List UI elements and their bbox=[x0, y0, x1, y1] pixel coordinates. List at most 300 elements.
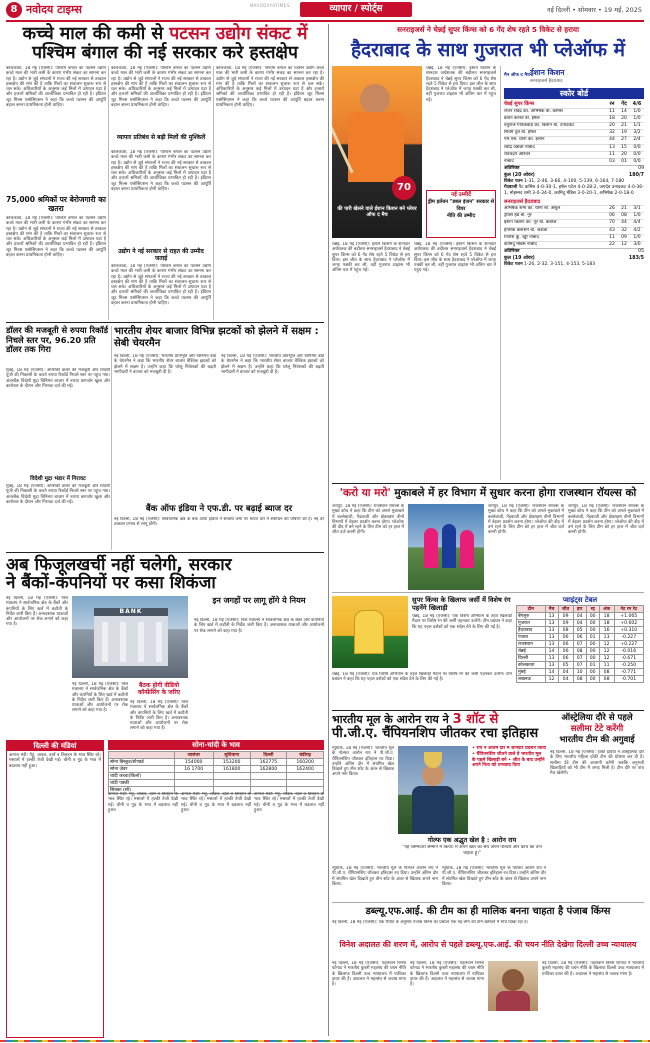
sb-balls: 19 bbox=[621, 130, 627, 136]
points-cell: -0.671 bbox=[614, 655, 644, 662]
rupee-body: मुंबई, 18 मई (एजेंसी): अमरीकी डॉलर की मजबूती और विदेशी पूंजी की निकासी के चलते रुपया रिकॉर्ड निचले स्तर पर पहुंच गया। अंतरबैंक विदेशी मुद्रा विनिमय बाजार में रुपया कमजोर खुला और कारोबार के दौरान और गिरावट दर्ज की गई। bbox=[6, 368, 110, 389]
jute-body-col3: कोलकाता, 18 मई (एजेंसी): पश्चिम बंगाल का पटसन उद्योग कच्चे माल की भारी कमी के कारण गंभीर संकट का सामना कर रहा है। उद्योग से जुड़े संगठनों ने राज्य की नई सरकार से तत्काल हस्तक्षेप की मांग की है ताकि मिलों का संचालन सुचारू रूप से चल सके। अधिकारियों के अनुसार कई मिलों में उत्पादन घटा है और हजारों श्रमिकों की आजीविका प्रभावित हो रही है। इंडियन जूट मिल्स एसोसिएशन ने कहा कि कच्चे पटसन की आपूर्ति बहाल करना प्राथमिकता होनी चाहिए। bbox=[216, 66, 324, 109]
mandi-body: अनाज मंडी: गेहूं, चावल, दालें व तिलहन के भाव स्थिर रहे। मसालों में हल्की तेजी देखी गई। चीनी व गुड़ के भाव में बदलाव नहीं हुआ। bbox=[9, 753, 101, 769]
rr-headline-red: 'करो या मरो' bbox=[339, 487, 391, 499]
sb-runs: 32 bbox=[609, 130, 615, 136]
newspaper-logo: नवोदय टाइम्स bbox=[26, 3, 82, 16]
sb-balls: 21 bbox=[621, 122, 627, 128]
sb-batter: एम.एस. धोनी का. ईशान bbox=[504, 137, 545, 143]
points-cell: -0.016 bbox=[614, 648, 644, 655]
points-head: मैच bbox=[545, 606, 558, 613]
sb-batter: अभिषेक शर्मा का. धोनी बो. अंशुल bbox=[504, 206, 561, 212]
jute-headline-2: पश्चिम बंगाल की नई सरकार करे हस्तक्षेप bbox=[32, 42, 298, 63]
jute-headline-1: कच्चे माल की कमी से bbox=[22, 24, 164, 44]
section-label: व्यापार / स्पोर्ट्स bbox=[300, 2, 412, 17]
sb-runs: 43 bbox=[609, 227, 615, 233]
sb-runs: 06 bbox=[609, 213, 615, 219]
sb-fours-sixes: 3/2 bbox=[633, 130, 641, 136]
ipl-callout bbox=[426, 190, 496, 238]
scoreboard-team-2: सनराइजर्स हैदराबाद bbox=[504, 198, 541, 205]
golf-trophy-photo bbox=[398, 746, 468, 834]
rupee-headline: डॉलर की मजबूती से रुपया रिकॉर्ड निचले स्तर पर, 96.20 प्रति डॉलर तक गिरा bbox=[6, 325, 109, 354]
bullion-cell: चांदी कच्चा(किलो) bbox=[109, 773, 175, 780]
bullion-head bbox=[109, 752, 175, 759]
points-row bbox=[517, 648, 644, 655]
rr-headline bbox=[332, 487, 644, 500]
points-table-box bbox=[516, 596, 644, 708]
points-cell: 12 bbox=[545, 676, 558, 683]
sb-balls: 44 bbox=[621, 220, 627, 226]
sb-fours-sixes: 1/1 bbox=[633, 122, 641, 128]
points-row bbox=[517, 613, 644, 620]
points-cell: कोलकाता bbox=[517, 662, 546, 669]
sb-runs: 26 bbox=[609, 206, 615, 212]
points-head: नेट रन रेट bbox=[614, 606, 644, 613]
banks-headline bbox=[6, 556, 324, 593]
points-cell: पंजाब bbox=[517, 634, 546, 641]
ipl-headline: हैदराबाद के साथ गुजरात भी प्लेऑफ में bbox=[350, 39, 626, 61]
points-cell: 18 bbox=[599, 620, 614, 627]
sb-fours-sixes: 0/0 bbox=[633, 144, 641, 150]
bullion-cell: चांदी पक्की bbox=[109, 780, 175, 787]
golf-headline-1: भारतीय मूल के आरोन राय ने bbox=[332, 713, 449, 726]
sb-runs: 22 bbox=[609, 242, 615, 248]
points-cell: 00 bbox=[586, 669, 599, 676]
points-cell: 00 bbox=[586, 655, 599, 662]
points-cell: 14 bbox=[545, 669, 558, 676]
points-cell: -0.250 bbox=[614, 662, 644, 669]
sb-batter: कामिंदु मेंडिस नाबाद bbox=[504, 242, 537, 248]
points-cell: 13 bbox=[599, 634, 614, 641]
scoreboard-row bbox=[504, 219, 644, 226]
bullion-header-row bbox=[109, 752, 324, 759]
points-row bbox=[517, 655, 644, 662]
sb-runs: 20 bbox=[609, 122, 615, 128]
points-row bbox=[517, 676, 644, 683]
bullion-box bbox=[108, 740, 324, 1038]
points-row bbox=[517, 634, 644, 641]
points-header-row bbox=[517, 606, 644, 613]
sb-fours-sixes: 0/0 bbox=[633, 151, 641, 157]
points-cell: 12 bbox=[599, 641, 614, 648]
points-cell: गुजरात bbox=[517, 620, 546, 627]
jute-subhead-1: 75,000 श्रमिकों पर बेरोजगारी का खतरा bbox=[6, 195, 106, 213]
mandi-box bbox=[6, 740, 104, 1038]
jute-body-col2: कोलकाता, 18 मई (एजेंसी): पश्चिम बंगाल का पटसन उद्योग कच्चे माल की भारी कमी के कारण गंभीर संकट का सामना कर रहा है। उद्योग से जुड़े संगठनों ने राज्य की नई सरकार से तत्काल हस्तक्षेप की मांग की है ताकि मिलों का संचालन सुचारू रूप से चल सके। अधिकारियों के अनुसार कई मिलों में उत्पादन घटा है और हजारों श्रमिकों की आजीविका प्रभावित हो रही है। इंडियन जूट मिल्स एसोसिएशन ने कहा कि कच्चे पटसन की आपूर्ति बहाल करना प्राथमिकता होनी चाहिए। bbox=[111, 66, 211, 109]
points-cell: 05 bbox=[558, 662, 573, 669]
points-cell: 09 bbox=[558, 613, 573, 620]
jute-subhead-3: उद्योग ने नई सरकार से राहत की उम्मीद जताई bbox=[118, 248, 204, 262]
mom-label: मैन ऑफ द मैच bbox=[504, 73, 530, 79]
golf-headline bbox=[332, 713, 546, 742]
sb-fours-sixes: 0/0 bbox=[633, 158, 641, 164]
australia-headline-3: भारतीय टीम की अगुवाई bbox=[559, 735, 635, 745]
rupee-body-b: मुंबई, 18 मई (एजेंसी): अमरीकी डॉलर की मजबूती और विदेशी पूंजी की निकासी के चलते रुपया रिकॉर्ड निचले स्तर पर पहुंच गया। अंतरबैंक विदेशी मुद्रा विनिमय बाजार में रुपया कमजोर खुला और कारोबार के दौरान और गिरावट दर्ज की गई। bbox=[6, 484, 110, 505]
banks-headline-2: ने बैंकों-कंपनियों पर कसा शिकंजा bbox=[6, 573, 216, 594]
points-cell: +0.602 bbox=[614, 620, 644, 627]
banks-kicker: इन जगहों पर लागू होंगे ये नियम bbox=[212, 596, 306, 605]
points-row bbox=[517, 627, 644, 634]
sb-balls: 20 bbox=[621, 115, 627, 121]
points-cell: 13 bbox=[545, 655, 558, 662]
sb-bowling-text: पैट कमिंस 4-0-30-1, हर्षल पटेल 4-0-28-2, जयदेव उनादकट 4-0-36-1, मोहम्मद शमी 3-0-34-0, कामिंदु मेंडिस 3-0-20-1, अभिषेक 2-0-18-0 bbox=[504, 184, 644, 196]
bullion-head: चंडीगढ़ bbox=[287, 752, 324, 759]
points-cell: 13 bbox=[545, 662, 558, 669]
points-cell: चेन्नई bbox=[517, 648, 546, 655]
scoreboard-team-1: चेन्नई सुपर किंग्स bbox=[504, 101, 535, 107]
points-cell: 04 bbox=[573, 613, 586, 620]
court-headline: विनेश अदालत की शरण में, आरोप से पहले डब्ल्यू.एफ.आई. की चयन नीति देखेगा दिल्ली उच्च न्यायालय bbox=[339, 940, 637, 949]
points-cell: 05 bbox=[573, 627, 586, 634]
bullion-cell: 161800 bbox=[213, 766, 250, 773]
points-cell: 04 bbox=[558, 676, 573, 683]
bullion-cell: 153200 bbox=[213, 759, 250, 766]
sb-fours-sixes: 4/2 bbox=[633, 227, 641, 233]
points-cell: 08 bbox=[573, 648, 586, 655]
ipl-player-photo bbox=[332, 66, 422, 238]
points-cell: -0.227 bbox=[614, 634, 644, 641]
sb-batter: रविचंद्रन अश्विन bbox=[504, 151, 531, 157]
sb-balls: 32 bbox=[621, 227, 627, 233]
points-cell: 07 bbox=[573, 655, 586, 662]
bullion-row bbox=[109, 766, 324, 773]
boi-body: नई दिल्ली, 18 मई (एजेंसी): सार्वजनिक क्षेत्र के बैंक ऑफ इंडिया ने सावधि जमा पर ब्याज दरों में संशोधन की घोषणा की है। नई दरें तत्काल प्रभाव से लागू होंगी। bbox=[114, 517, 324, 528]
points-cell: 01 bbox=[586, 634, 599, 641]
sb-batter: ट्रेविस हेड बो. नूर bbox=[504, 213, 532, 219]
ipl-callout-title: नई उम्मीदें bbox=[451, 192, 471, 198]
rupee-subhead: विदेशी मुद्रा भंडार में गिरावट bbox=[30, 476, 86, 482]
bullion-cell bbox=[174, 780, 213, 787]
bullion-cell: 160200 bbox=[287, 759, 324, 766]
points-cell: 04 bbox=[558, 669, 573, 676]
bullion-cell: 16 1700 bbox=[174, 766, 213, 773]
sebi-body-2: नई दिल्ली, 18 मई (एजेंसी): भारतीय प्रतिभूति और विनिमय बोर्ड के चेयरमैन ने कहा कि भारतीय शेयर बाजार वैश्विक झटकों को झेलने में सक्षम है। उन्होंने कहा कि घरेलू निवेशकों की बढ़ती भागीदारी ने बाजार को मजबूती दी है। bbox=[221, 354, 324, 375]
bullion-title: सोना-चांदी के भाव bbox=[108, 740, 324, 750]
scoreboard-col-runs: रन bbox=[609, 101, 615, 107]
bullion-head: जालंधर bbox=[174, 752, 213, 759]
bullion-cell: 154000 bbox=[174, 759, 213, 766]
golf-body-1: न्यूयॉर्क, 18 मई (एजेंसी): भारतीय मूल के गोल्फर आरोन राय ने पी.जी.ए. चैंपियनशिप जीतकर इतिहास रच दिया। उन्होंने अंतिम दौर में संयमित खेल दिखाते हुए तीन शॉट के अंतर से खिताब अपने नाम किया। bbox=[332, 746, 394, 778]
points-cell: राजस्थान bbox=[517, 641, 546, 648]
court-body-1: नई दिल्ली, 18 मई (एजेंसी): पहलवान विनेश फोगाट ने भारतीय कुश्ती महासंघ की चयन नीति के खिलाफ दिल्ली उच्च न्यायालय में याचिका दायर की है। अदालत ने महासंघ से जवाब मांगा है। bbox=[332, 961, 406, 988]
australia-body: नई दिल्ली, 18 मई (एजेंसी): हॉकी इंडिया ने ऑस्ट्रेलिया दौरे के लिए भारतीय महिला हॉकी टीम की घोषणा कर दी है। सलीमा टेटे टीम की कप्तानी करेंगी जबकि अनुभवी खिलाड़ियों को भी टीम में जगह मिली है। टीम दौरे पर पांच मैच खेलेगी। bbox=[550, 750, 644, 777]
points-cell: बेंगलुरु bbox=[517, 613, 546, 620]
points-head: अंक bbox=[599, 606, 614, 613]
points-cell: मुंबई bbox=[517, 669, 546, 676]
sb-extras-value: 09 bbox=[638, 166, 644, 172]
sb-extras-label: अतिरिक्त bbox=[504, 166, 520, 172]
australia-headline bbox=[550, 713, 644, 746]
sb-batter: रवींद्र जडेजा नाबाद bbox=[504, 144, 535, 150]
bullion-head: दिल्ली bbox=[250, 752, 287, 759]
scoreboard-row bbox=[504, 212, 644, 219]
bullion-notes-3: अनाज मंडी: गेहूं, चावल, दालें व तिलहन के भाव स्थिर रहे। मसालों में हल्की तेजी देखी गई। चीनी व गुड़ के भाव में बदलाव नहीं हुआ। bbox=[254, 792, 324, 813]
points-cell: 09 bbox=[558, 620, 573, 627]
sb-runs: 03 bbox=[609, 158, 615, 164]
boi-headline: बैंक ऑफ इंडिया ने एफ.डी. पर बढ़ाई ब्याज दर bbox=[145, 504, 293, 514]
sb-balls: 27 bbox=[621, 137, 627, 143]
rr-body-1: जयपुर, 18 मई (एजेंसी): राजस्थान रॉयल्स के मुख्य कोच ने कहा कि टीम को अगले मुकाबले में बल्लेबाजी, गेंदबाजी और क्षेत्ररक्षण तीनों विभागों में बेहतर प्रदर्शन करना होगा। प्लेऑफ की दौड़ में बने रहने के लिए टीम को हर हाल में जीत दर्ज करनी होगी। bbox=[332, 504, 404, 536]
golf-headline-2: पी.जी.ए. चैंपियनशिप जीतकर रचा इतिहास bbox=[332, 726, 539, 741]
bullion-cell bbox=[213, 780, 250, 787]
bullion-cell: सोना ज़ेवर bbox=[109, 766, 175, 773]
scoreboard-title: स्कोर बोर्ड bbox=[504, 88, 644, 99]
scoreboard-row bbox=[504, 108, 644, 115]
jute-body-col1: कोलकाता, 18 मई (एजेंसी): पश्चिम बंगाल का पटसन उद्योग कच्चे माल की भारी कमी के कारण गंभीर संकट का सामना कर रहा है। उद्योग से जुड़े संगठनों ने राज्य की नई सरकार से तत्काल हस्तक्षेप की मांग की है ताकि मिलों का संचालन सुचारू रूप से चल सके। अधिकारियों के अनुसार कई मिलों में उत्पादन घटा है और हजारों श्रमिकों की आजीविका प्रभावित हो रही है। इंडियन जूट मिल्स एसोसिएशन ने कहा कि कच्चे पटसन की आपूर्ति बहाल करना प्राथमिकता होनी चाहिए। bbox=[6, 66, 106, 109]
golf-caption-sub: "यह जिम्मेदारी सम्मान में किया। मैं अपने खेल का श्रेय अपने परिवार और कोच को देना चाहता हूं।" bbox=[402, 845, 542, 856]
mom-team: सनराइजर्स हैदराबाद bbox=[530, 79, 563, 84]
scoreboard-row bbox=[504, 129, 644, 136]
points-cell: 13 bbox=[545, 620, 558, 627]
ipl-kicker: सनराइजर्स ने चेन्नई सुपर किंग्स को 6 गेंद शेष रहते 5 विकेट से हराया bbox=[397, 25, 579, 34]
points-cell: 14 bbox=[545, 648, 558, 655]
bullion-cell bbox=[250, 773, 287, 780]
points-cell: 06 bbox=[558, 648, 573, 655]
scoreboard-col-balls: गेंद bbox=[621, 101, 627, 107]
points-cell: लखनऊ bbox=[517, 676, 546, 683]
sb-fours-sixes: 1/0 bbox=[633, 108, 641, 114]
sb-fours-sixes: 3/0 bbox=[633, 242, 641, 248]
rr-team-photo bbox=[408, 504, 484, 590]
jute-headline bbox=[6, 25, 324, 63]
points-cell: 07 bbox=[573, 641, 586, 648]
points-cell: 12 bbox=[599, 648, 614, 655]
points-head: हार bbox=[573, 606, 586, 613]
points-cell: 06 bbox=[573, 634, 586, 641]
jute-subhead-2: व्यापार प्रतिबंध से बढ़ी मिलों की मुश्किलें bbox=[116, 134, 206, 141]
sb-fours-sixes: 2/4 bbox=[633, 137, 641, 143]
ipl-callout-2: नीति की उम्मीद bbox=[446, 213, 475, 219]
sb-batter: रुतुराज गायकवाड़ का. किशन बो. उनादकट bbox=[504, 122, 575, 128]
ipl-body-3: चेन्नई, 18 मई (एजेंसी): ईशान किशन के शानदार अर्धशतक की बदौलत सनराइजर्स हैदराबाद ने चेन्नई सुपर किंग्स को 6 गेंद शेष रहते 5 विकेट से हरा दिया। इस जीत के साथ हैदराबाद ने प्लेऑफ में जगह पक्की कर ली, वहीं गुजरात टाइटंस भी अंतिम चार में पहुंच गई। bbox=[414, 242, 496, 274]
sb-fall-2-label: विकेट पतन bbox=[504, 262, 523, 268]
sb-fours-sixes: 4/4 bbox=[633, 220, 641, 226]
newspaper-tag: NAVODAYATIMES bbox=[250, 3, 290, 8]
bullion-cell bbox=[287, 780, 324, 787]
scoreboard-rows-1 bbox=[504, 108, 644, 166]
scoreboard bbox=[500, 66, 644, 480]
bullion-notes-2: अनाज मंडी: गेहूं, चावल, दालें व तिलहन के भाव स्थिर रहे। मसालों में हल्की तेजी देखी गई। चीनी व गुड़ के भाव में बदलाव नहीं हुआ। bbox=[181, 792, 251, 813]
mandi-title: दिल्ली की मंडियां bbox=[7, 741, 103, 751]
jersey-photo bbox=[332, 596, 408, 668]
sb-balls: 20 bbox=[621, 151, 627, 157]
points-cell: -0.771 bbox=[614, 669, 644, 676]
points-cell: 13 bbox=[545, 641, 558, 648]
scoreboard-row bbox=[504, 158, 644, 165]
rr-headline-main: मुकाबले में हर विभाग में सुधार करना होगा राजस्थान रॉयल्स को bbox=[394, 487, 637, 499]
points-head: रद्द bbox=[586, 606, 599, 613]
points-cell: 08 bbox=[558, 627, 573, 634]
points-cell: -0.701 bbox=[614, 676, 644, 683]
masthead-rule bbox=[6, 20, 644, 22]
scoreboard-row bbox=[504, 227, 644, 234]
points-cell: 12 bbox=[599, 655, 614, 662]
golf-body-3: न्यूयॉर्क, 18 मई (एजेंसी): भारतीय मूल के गोल्फर आरोन राय ने पी.जी.ए. चैंपियनशिप जीतकर इतिहास रच दिया। उन्होंने अंतिम दौर में संयमित खेल दिखाते हुए तीन शॉट के अंतर से खिताब अपने नाम किया। bbox=[442, 866, 546, 887]
sb-fours-sixes: 1/0 bbox=[633, 213, 641, 219]
points-cell: 00 bbox=[586, 641, 599, 648]
sb-batter: शिवम दुबे बो. हर्षल bbox=[504, 130, 536, 136]
points-cell: 08 bbox=[599, 676, 614, 683]
sb-runs: 11 bbox=[609, 234, 615, 240]
sb-extras-2-label: अतिरिक्त bbox=[504, 249, 520, 255]
bullion-head: लुधियाना bbox=[213, 752, 250, 759]
sebi-body-1: नई दिल्ली, 18 मई (एजेंसी): भारतीय प्रतिभूति और विनिमय बोर्ड के चेयरमैन ने कहा कि भारतीय शेयर बाजार वैश्विक झटकों को झेलने में सक्षम है। उन्होंने कहा कि घरेलू निवेशकों की बढ़ती भागीदारी ने बाजार को मजबूती दी है। bbox=[114, 354, 216, 375]
sb-balls: 14 bbox=[621, 108, 627, 114]
scoreboard-rows-2 bbox=[504, 205, 644, 248]
court-photo bbox=[488, 961, 538, 1011]
sb-fours-sixes: 1/0 bbox=[633, 115, 641, 121]
dateline: नई दिल्ली • सोमवार • 19 मई, 2025 bbox=[547, 6, 642, 14]
sb-runs: 70 bbox=[609, 220, 615, 226]
sb-fours-sixes: 1/0 bbox=[633, 234, 641, 240]
sb-batter: हेनरिक क्लासेन बो. जडेजा bbox=[504, 227, 548, 233]
sb-batter: ईशान किशन का. नूर बो. कंबोज bbox=[504, 220, 557, 226]
points-head: जीत bbox=[558, 606, 573, 613]
banks-body-3: नई दिल्ली, 18 मई (एजेंसी): वित्त मंत्रालय ने सार्वजनिक क्षेत्र के बैंकों और कंपनियों के लिए खर्च में कटौती के निर्देश जारी किए हैं। अनावश्यक यात्राओं और आयोजनों पर रोक लगाने को कहा गया है। bbox=[130, 700, 188, 732]
jute-body-col2c: कोलकाता, 18 मई (एजेंसी): पश्चिम बंगाल का पटसन उद्योग कच्चे माल की भारी कमी के कारण गंभीर संकट का सामना कर रहा है। उद्योग से जुड़े संगठनों ने राज्य की नई सरकार से तत्काल हस्तक्षेप की मांग की है ताकि मिलों का संचालन सुचारू रूप से चल सके। अधिकारियों के अनुसार कई मिलों में उत्पादन घटा है और हजारों श्रमिकों की आजीविका प्रभावित हो रही है। इंडियन जूट मिल्स एसोसिएशन ने कहा कि कच्चे पटसन की आपूर्ति बहाल करना प्राथमिकता होनी चाहिए। bbox=[111, 264, 211, 307]
banks-headline-1: अब फिजूलखर्ची नहीं चलेगी, सरकार bbox=[6, 555, 232, 575]
jute-headline-1-red: पटसन उद्योग संकट में bbox=[169, 24, 308, 44]
court-body-2: नई दिल्ली, 18 मई (एजेंसी): पहलवान विनेश फोगाट ने भारतीय कुश्ती महासंघ की चयन नीति के खिलाफ दिल्ली उच्च न्यायालय में याचिका दायर की है। अदालत ने महासंघ से जवाब मांगा है। bbox=[410, 961, 484, 988]
sb-fours-sixes: 3/1 bbox=[633, 206, 641, 212]
points-cell: +0.227 bbox=[614, 641, 644, 648]
bullion-cell bbox=[287, 773, 324, 780]
points-cell: 10 bbox=[573, 669, 586, 676]
page-footer-band bbox=[0, 1040, 650, 1042]
ipl-body-2: चेन्नई, 18 मई (एजेंसी): ईशान किशन के शानदार अर्धशतक की बदौलत सनराइजर्स हैदराबाद ने चेन्नई सुपर किंग्स को 6 गेंद शेष रहते 5 विकेट से हरा दिया। इस जीत के साथ हैदराबाद ने प्लेऑफ में जगह पक्की कर ली, वहीं गुजरात टाइटंस भी अंतिम चार में पहुंच गई। bbox=[332, 242, 410, 274]
scoreboard-row bbox=[504, 241, 644, 248]
masthead bbox=[0, 0, 650, 20]
sb-total-value: 180/7 bbox=[628, 172, 644, 178]
points-cell: 07 bbox=[573, 662, 586, 669]
points-cell: 01 bbox=[586, 662, 599, 669]
golf-bullets: • राय ने अंतिम दौर में शानदार प्रदर्शन किया • चैंपियनशिप जीतने वाले वे भारतीय मूल के पहले खिलाड़ी बने • जीत के बाद उन्होंने अपने पिता को धन्यवाद दिया bbox=[472, 746, 546, 769]
scoreboard-row bbox=[504, 151, 644, 158]
points-row bbox=[517, 620, 644, 627]
ipl-body-1: चेन्नई, 18 मई (एजेंसी): ईशान किशन के शानदार अर्धशतक की बदौलत सनराइजर्स हैदराबाद ने चेन्नई सुपर किंग्स को 6 गेंद शेष रहते 5 विकेट से हरा दिया। इस जीत के साथ हैदराबाद ने प्लेऑफ में जगह पक्की कर ली, वहीं गुजरात टाइटंस भी अंतिम चार में पहुंच गई। bbox=[426, 66, 496, 103]
banks-pullquote: बैठक होगी वीडियो कॉन्फ्रेंसिंग के जरिए bbox=[137, 682, 181, 696]
bullion-row bbox=[109, 780, 324, 787]
banks-body-2: नई दिल्ली, 18 मई (एजेंसी): वित्त मंत्रालय ने सार्वजनिक क्षेत्र के बैंकों और कंपनियों के लिए खर्च में कटौती के निर्देश जारी किए हैं। अनावश्यक यात्राओं और आयोजनों पर रोक लगाने को कहा गया है। bbox=[72, 682, 128, 714]
sb-fall-label: विकेट पतन bbox=[504, 179, 523, 185]
golf-body-2: न्यूयॉर्क, 18 मई (एजेंसी): भारतीय मूल के गोल्फर आरोन राय ने पी.जी.ए. चैंपियनशिप जीतकर इतिहास रच दिया। उन्होंने अंतिम दौर में संयमित खेल दिखाते हुए तीन शॉट के अंतर से खिताब अपने नाम किया। bbox=[332, 866, 438, 887]
bullion-row bbox=[109, 773, 324, 780]
sb-total-2-value: 183/5 bbox=[628, 255, 644, 261]
scoreboard-row bbox=[504, 144, 644, 151]
sb-batter: डेवोन कॉनवे बो. हर्षल bbox=[504, 115, 540, 121]
bullion-cell: 162400 bbox=[287, 766, 324, 773]
sb-balls: 09 bbox=[621, 234, 627, 240]
points-cell: 06 bbox=[558, 641, 573, 648]
page-number: 8 bbox=[6, 2, 22, 18]
bullion-cell bbox=[213, 773, 250, 780]
bullion-table bbox=[108, 751, 324, 794]
sb-runs: 11 bbox=[609, 151, 615, 157]
points-cell: 13 bbox=[545, 613, 558, 620]
sb-balls: 01 bbox=[621, 158, 627, 164]
points-title: प्वाइंट्स टेबल bbox=[562, 596, 598, 604]
bullion-cell bbox=[250, 780, 287, 787]
scoreboard-row bbox=[504, 122, 644, 129]
sb-fall-2-text: 1-26, 2-32, 3-151, 4-153, 5-183 bbox=[524, 262, 596, 268]
bullion-row bbox=[109, 759, 324, 766]
bullion-cell: 162800 bbox=[250, 766, 287, 773]
points-table bbox=[516, 605, 644, 683]
points-cell: 13 bbox=[545, 627, 558, 634]
points-cell: दिल्ली bbox=[517, 655, 546, 662]
jute-body-col2b: कोलकाता, 18 मई (एजेंसी): पश्चिम बंगाल का पटसन उद्योग कच्चे माल की भारी कमी के कारण गंभीर संकट का सामना कर रहा है। उद्योग से जुड़े संगठनों ने राज्य की नई सरकार से तत्काल हस्तक्षेप की मांग की है ताकि मिलों का संचालन सुचारू रूप से चल सके। अधिकारियों के अनुसार कई मिलों में उत्पादन घटा है और हजारों श्रमिकों की आजीविका प्रभावित हो रही है। इंडियन जूट मिल्स एसोसिएशन ने कहा कि कच्चे पटसन की आपूर्ति बहाल करना प्राथमिकता होनी चाहिए। bbox=[111, 150, 211, 193]
scoreboard-col-fours: 4/6 bbox=[632, 101, 642, 107]
ipl-photo-caption: की पारी खेलने वाले ईशान किशन बने प्लेयर ऑफ द मैच bbox=[337, 206, 417, 218]
points-cell: +1.065 bbox=[614, 613, 644, 620]
sb-batter: नाबाद bbox=[504, 158, 514, 164]
sb-runs: 18 bbox=[609, 115, 615, 121]
rr-body-3: जयपुर, 18 मई (एजेंसी): राजस्थान रॉयल्स के मुख्य कोच ने कहा कि टीम को अगले मुकाबले में बल्लेबाजी, गेंदबाजी और क्षेत्ररक्षण तीनों विभागों में बेहतर प्रदर्शन करना होगा। प्लेऑफ की दौड़ में बने रहने के लिए टीम को हर हाल में जीत दर्ज करनी होगी। bbox=[568, 504, 644, 536]
scoreboard-row bbox=[504, 136, 644, 143]
banks-body-4: नई दिल्ली, 18 मई (एजेंसी): वित्त मंत्रालय ने सार्वजनिक क्षेत्र के बैंकों और कंपनियों के लिए खर्च में कटौती के निर्देश जारी किए हैं। अनावश्यक यात्राओं और आयोजनों पर रोक लगाने को कहा गया है। bbox=[194, 618, 324, 634]
points-cell: 13 bbox=[545, 634, 558, 641]
bank-building-image bbox=[72, 596, 188, 678]
court-body-3: नई दिल्ली, 18 मई (एजेंसी): पहलवान विनेश फोगाट ने भारतीय कुश्ती महासंघ की चयन नीति के खिलाफ दिल्ली उच्च न्यायालय में याचिका दायर की है। अदालत ने महासंघ से जवाब मांगा है। bbox=[542, 961, 644, 977]
points-cell: 00 bbox=[586, 627, 599, 634]
sb-batter: नितीश कु. रेड्डी नाबाद bbox=[504, 234, 539, 240]
sb-balls: 21 bbox=[621, 206, 627, 212]
points-cell: 08 bbox=[573, 676, 586, 683]
points-cell: 00 bbox=[586, 676, 599, 683]
sb-extras-2-value: 05 bbox=[638, 249, 644, 255]
sb-total-label: कुल (20 ओवर) bbox=[504, 172, 535, 178]
bullion-cell: 162775 bbox=[250, 759, 287, 766]
sb-fall-text: 1-31, 2-46, 3-66, 4-100, 5-139, 6-164, 7-180 bbox=[524, 179, 625, 185]
jute-body-col1b: कोलकाता, 18 मई (एजेंसी): पश्चिम बंगाल का पटसन उद्योग कच्चे माल की भारी कमी के कारण गंभीर संकट का सामना कर रहा है। उद्योग से जुड़े संगठनों ने राज्य की नई सरकार से तत्काल हस्तक्षेप की मांग की है ताकि मिलों का संचालन सुचारू रूप से चल सके। अधिकारियों के अनुसार कई मिलों में उत्पादन घटा है और हजारों श्रमिकों की आजीविका प्रभावित हो रही है। इंडियन जूट मिल्स एसोसिएशन ने कहा कि कच्चे पटसन की आपूर्ति बहाल करना प्राथमिकता होनी चाहिए। bbox=[6, 216, 106, 259]
sb-balls: 12 bbox=[621, 242, 627, 248]
australia-headline-1: ऑस्ट्रेलिया दौरे से पहले bbox=[561, 713, 633, 723]
sb-bowling-label: गेंदबाजी bbox=[504, 184, 518, 190]
rr-body-2: जयपुर, 18 मई (एजेंसी): राजस्थान रॉयल्स के मुख्य कोच ने कहा कि टीम को अगले मुकाबले में बल्लेबाजी, गेंदबाजी और क्षेत्ररक्षण तीनों विभागों में बेहतर प्रदर्शन करना होगा। प्लेऑफ की दौड़ में बने रहने के लिए टीम को हर हाल में जीत दर्ज करनी होगी। bbox=[488, 504, 564, 536]
jersey-caption: चेन्नई, 18 मई (एजेंसी): एक विशेष अभियान के तहत खिलाड़ी मैदान पर विशेष रंग की जर्सी पहनकर उतरेंगे। टीम प्रबंधन ने कहा कि यह पहल दर्शकों को एक संदेश देने के लिए की गई है। bbox=[332, 672, 512, 683]
points-cell: 08 bbox=[599, 669, 614, 676]
points-row bbox=[517, 662, 644, 669]
points-row bbox=[517, 641, 644, 648]
bullion-cell: सिक्का (सौ) bbox=[109, 787, 175, 794]
scoreboard-row bbox=[504, 115, 644, 122]
points-cell: 06 bbox=[558, 655, 573, 662]
australia-headline-2: सलीमा टेटे करेंगी bbox=[570, 724, 624, 734]
sb-runs: 44 bbox=[609, 137, 615, 143]
golf-headline-1-red: 3 शॉट से bbox=[452, 712, 499, 727]
bank-sign-text: BANK bbox=[119, 608, 143, 615]
points-cell: 00 bbox=[586, 613, 599, 620]
banks-body-1: नई दिल्ली, 18 मई (एजेंसी): वित्त मंत्रालय ने सार्वजनिक क्षेत्र के बैंकों और कंपनियों के लिए खर्च में कटौती के निर्देश जारी किए हैं। अनावश्यक यात्राओं और आयोजनों पर रोक लगाने को कहा गया है। bbox=[6, 596, 68, 628]
sb-runs: 11 bbox=[609, 108, 615, 114]
bullion-cell: सोना बिस्कुट/स्टैण्डर्ड bbox=[109, 759, 175, 766]
sb-runs: 13 bbox=[609, 144, 615, 150]
points-cell: 00 bbox=[586, 648, 599, 655]
sb-balls: 15 bbox=[621, 144, 627, 150]
wfi-headline: डब्ल्यू.एफ.आई. की टीम का ही मालिक बनना चाहता है पंजाब किंग्स bbox=[365, 906, 611, 917]
points-cell: 16 bbox=[599, 627, 614, 634]
mom-player: ईशान किशन bbox=[530, 68, 565, 77]
sebi-headline: भारतीय शेयर बाजार विभिन्न झटकों को झेलने में सक्षम : सेबी चेयरमैन bbox=[114, 326, 319, 349]
bullion-cell bbox=[174, 773, 213, 780]
scoreboard-row bbox=[504, 205, 644, 212]
jersey-body: चेन्नई, 18 मई (एजेंसी): एक विशेष अभियान के तहत खिलाड़ी मैदान पर विशेष रंग की जर्सी पहनकर उतरेंगे। टीम प्रबंधन ने कहा कि यह पहल दर्शकों को एक संदेश देने के लिए की गई है। bbox=[412, 614, 512, 630]
points-cell: 11 bbox=[599, 662, 614, 669]
sb-batter: रचिन रविंद्र का. अभिषेक बो. कमिंस bbox=[504, 108, 563, 114]
wfi-body: नई दिल्ली, 18 मई (एजेंसी): एक रिपोर्ट के अनुसार पंजाब किंग्स का प्रबंधन एक नई लीग की टीम खरीदने में रुचि दिखा रहा है। bbox=[332, 920, 529, 925]
ipl-runs-badge: 70 bbox=[392, 176, 416, 200]
sb-total-2-label: कुल (19 ओवर) bbox=[504, 255, 535, 261]
